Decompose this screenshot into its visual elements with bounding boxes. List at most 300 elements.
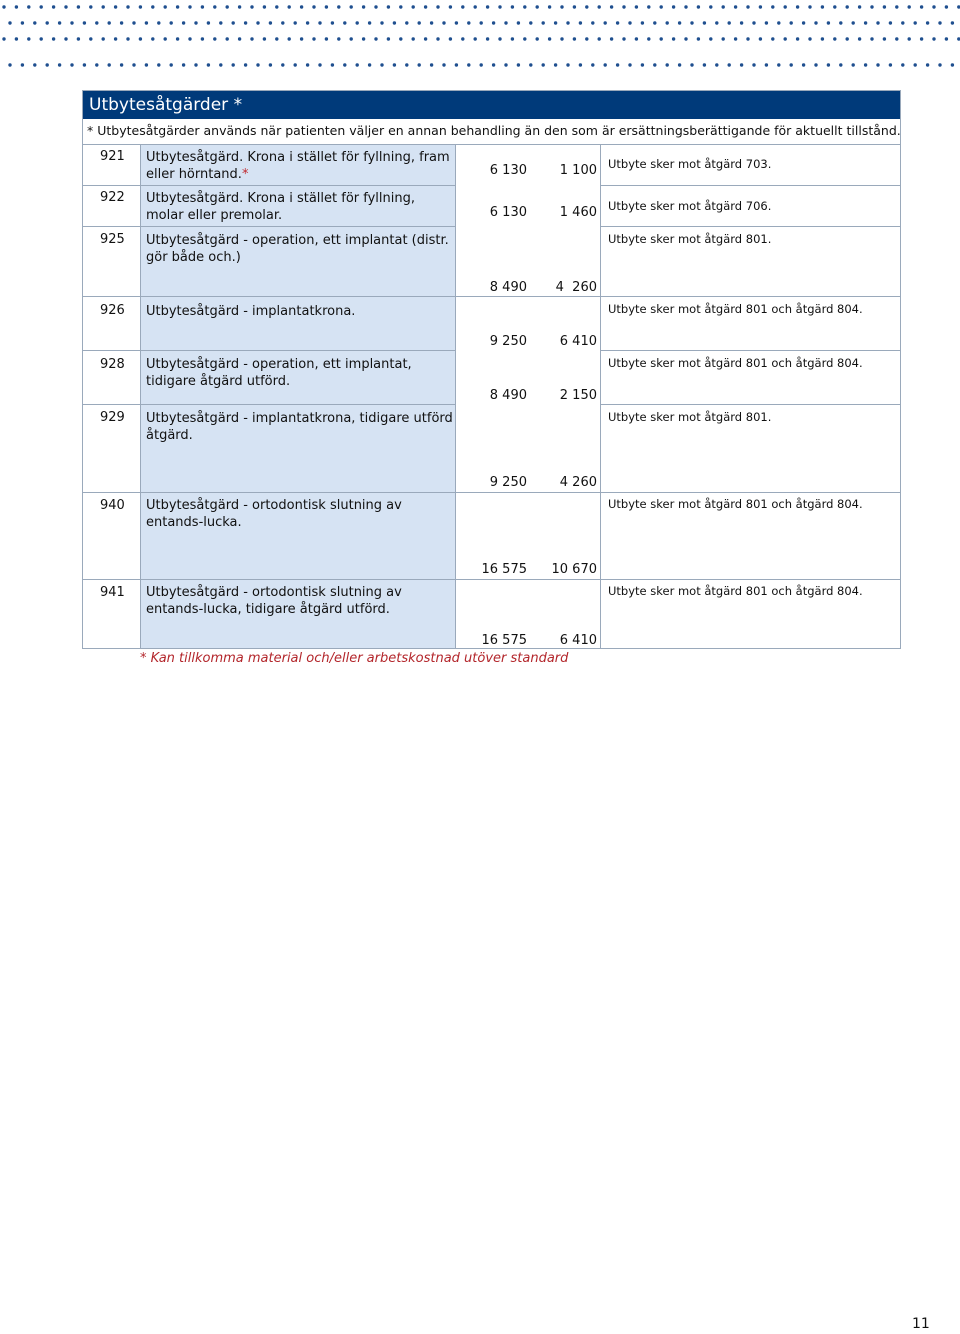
- decorative-dot: [765, 21, 768, 24]
- row-description: Utbytesåtgärd - implantatkrona, tidigare utförd åtgärd.: [146, 411, 453, 443]
- decorative-dot: [164, 37, 167, 40]
- decorative-dot: [585, 37, 588, 40]
- row-note: Utbyte sker mot åtgärd 801 och åtgärd 804.: [608, 497, 863, 511]
- decorative-dot: [281, 21, 284, 24]
- decorative-dot: [52, 5, 55, 8]
- decorative-dot: [827, 21, 830, 24]
- decorative-dot: [70, 63, 73, 66]
- decorative-dot: [449, 37, 452, 40]
- row-divider: [83, 296, 900, 297]
- decorative-dot: [256, 21, 259, 24]
- decorative-dot: [796, 5, 799, 8]
- decorative-dot: [356, 63, 359, 66]
- decorative-dot: [660, 5, 663, 8]
- decorative-dot: [461, 5, 464, 8]
- decorative-dot: [374, 37, 377, 40]
- section-subtitle: * Utbytesåtgärder används när patienten väljer en annan behandling än den som är ersättningsberättigande för aktuellt tillstånd.: [87, 123, 901, 138]
- row-value-1: 6 130: [489, 205, 527, 220]
- decorative-dot: [288, 5, 291, 8]
- decorative-dot: [170, 63, 173, 66]
- decorative-dot: [722, 5, 725, 8]
- decorative-dot: [436, 37, 439, 40]
- decorative-dot: [132, 63, 135, 66]
- decorative-dot: [486, 37, 489, 40]
- decorative-dot: [393, 21, 396, 24]
- decorative-dot: [536, 37, 539, 40]
- decorative-dot: [821, 37, 824, 40]
- decorative-dot: [821, 5, 824, 8]
- decorative-dot: [901, 21, 904, 24]
- decorative-dot: [932, 5, 935, 8]
- row-divider: [83, 492, 900, 493]
- decorative-dot: [523, 37, 526, 40]
- decorative-dot: [895, 5, 898, 8]
- column-divider: [140, 145, 141, 648]
- decorative-dot: [839, 21, 842, 24]
- decorative-dot: [529, 21, 532, 24]
- decorative-dot: [536, 5, 539, 8]
- decorative-dot: [27, 37, 30, 40]
- row-divider: [600, 226, 900, 227]
- decorative-dot: [337, 37, 340, 40]
- decorative-dot: [579, 21, 582, 24]
- decorative-dot: [21, 63, 24, 66]
- decorative-dot: [784, 5, 787, 8]
- decorative-dot: [300, 37, 303, 40]
- decorative-dot: [132, 21, 135, 24]
- decorative-dot: [182, 21, 185, 24]
- decorative-dot: [672, 37, 675, 40]
- row-description: Utbytesåtgärd - implantatkrona.: [146, 304, 356, 319]
- decorative-dot: [709, 37, 712, 40]
- decorative-dot: [52, 37, 55, 40]
- decorative-dot: [951, 21, 954, 24]
- decorative-dot: [610, 37, 613, 40]
- decorative-dot: [275, 5, 278, 8]
- decorative-dot: [771, 5, 774, 8]
- decorative-dot: [436, 5, 439, 8]
- row-description: Utbytesåtgärd - operation, ett implantat (distr. gör både och.): [146, 233, 449, 265]
- decorative-dot: [2, 37, 5, 40]
- decorative-dot: [89, 37, 92, 40]
- decorative-dot: [467, 63, 470, 66]
- decorative-dot: [380, 21, 383, 24]
- decorative-dot: [40, 37, 43, 40]
- decorative-dot: [684, 5, 687, 8]
- row-divider: [83, 226, 455, 227]
- decorative-dot: [108, 63, 111, 66]
- decorative-dot: [455, 21, 458, 24]
- row-value-2: 4 260: [559, 475, 597, 490]
- decorative-dot: [548, 5, 551, 8]
- decorative-dot: [908, 5, 911, 8]
- decorative-dot: [802, 21, 805, 24]
- decorative-dot: [442, 63, 445, 66]
- decorative-dot: [15, 37, 18, 40]
- decorative-dot: [176, 5, 179, 8]
- decorative-dot: [895, 37, 898, 40]
- decorative-dot: [102, 5, 105, 8]
- decorative-dot: [343, 21, 346, 24]
- decorative-dot: [598, 5, 601, 8]
- decorative-dot: [759, 5, 762, 8]
- decorative-dot: [511, 37, 514, 40]
- decorative-dot: [870, 5, 873, 8]
- decorative-dot: [331, 21, 334, 24]
- decorative-dot: [15, 5, 18, 8]
- decorative-dot: [876, 63, 879, 66]
- decorative-dot: [356, 21, 359, 24]
- decorative-dot: [362, 5, 365, 8]
- section-title: Utbytesåtgärder *: [83, 91, 900, 119]
- decorative-dot: [294, 63, 297, 66]
- decorative-dot: [876, 21, 879, 24]
- decorative-dot: [511, 5, 514, 8]
- row-divider: [83, 579, 900, 580]
- decorative-dot: [759, 37, 762, 40]
- decorative-dot: [504, 63, 507, 66]
- decorative-dot: [554, 21, 557, 24]
- decorative-dot: [238, 37, 241, 40]
- page-number: 11: [912, 1316, 930, 1332]
- row-code: 926: [100, 303, 125, 318]
- row-code: 925: [100, 232, 125, 247]
- decorative-dot: [901, 63, 904, 66]
- decorative-dot: [790, 63, 793, 66]
- decorative-dot: [318, 63, 321, 66]
- decorative-dot: [889, 21, 892, 24]
- decorative-dot: [455, 63, 458, 66]
- decorative-dot: [920, 5, 923, 8]
- decorative-dot: [474, 5, 477, 8]
- decorative-dot: [728, 21, 731, 24]
- decorative-dot: [213, 37, 216, 40]
- decorative-dot: [573, 5, 576, 8]
- row-note: Utbyte sker mot åtgärd 703.: [608, 157, 772, 171]
- decorative-dot: [697, 5, 700, 8]
- row-value-1: 16 575: [481, 633, 527, 648]
- decorative-dot: [566, 21, 569, 24]
- row-description: Utbytesåtgärd. Krona i stället för fyllning, fram eller hörntand.*: [146, 150, 450, 182]
- decorative-dot: [814, 21, 817, 24]
- decorative-dot: [951, 63, 954, 66]
- row-value-1: 8 490: [489, 280, 527, 295]
- decorative-dot: [95, 21, 98, 24]
- decorative-dot: [666, 63, 669, 66]
- decorative-dot: [232, 21, 235, 24]
- decorative-dot: [250, 5, 253, 8]
- decorative-dot: [938, 63, 941, 66]
- decorative-dot: [33, 63, 36, 66]
- decorative-dot: [157, 21, 160, 24]
- decorative-dot: [405, 21, 408, 24]
- decorative-dot: [46, 63, 49, 66]
- decorative-dot: [591, 21, 594, 24]
- decorative-dot: [312, 5, 315, 8]
- decorative-dot: [182, 63, 185, 66]
- decorative-dot: [579, 63, 582, 66]
- decorative-dot: [387, 37, 390, 40]
- decorative-dot: [666, 21, 669, 24]
- row-divider: [600, 404, 900, 405]
- decorative-dot: [151, 5, 154, 8]
- decorative-dot: [690, 21, 693, 24]
- decorative-dot: [350, 5, 353, 8]
- decorative-dot: [418, 63, 421, 66]
- decorative-dot: [833, 37, 836, 40]
- decorative-dot: [188, 37, 191, 40]
- decorative-dot: [207, 63, 210, 66]
- row-code: 929: [100, 410, 125, 425]
- decorative-dot: [442, 21, 445, 24]
- decorative-dot: [269, 63, 272, 66]
- decorative-dot: [114, 37, 117, 40]
- decorative-dot: [269, 21, 272, 24]
- decorative-dot: [523, 5, 526, 8]
- decorative-dot: [746, 5, 749, 8]
- row-code: 941: [100, 585, 125, 600]
- decorative-dot: [703, 63, 706, 66]
- decorative-dot: [430, 21, 433, 24]
- decorative-dot: [294, 21, 297, 24]
- decorative-dot: [734, 5, 737, 8]
- decorative-dot: [312, 37, 315, 40]
- decorative-dot: [734, 37, 737, 40]
- row-value-2: 1 100: [559, 163, 597, 178]
- decorative-dot: [715, 63, 718, 66]
- decorative-dot: [380, 63, 383, 66]
- decorative-dot: [796, 37, 799, 40]
- row-note: Utbyte sker mot åtgärd 801.: [608, 410, 772, 424]
- decorative-dot: [83, 21, 86, 24]
- decorative-dot: [64, 5, 67, 8]
- row-value-1: 9 250: [489, 475, 527, 490]
- decorative-dot: [337, 5, 340, 8]
- decorative-dot: [486, 5, 489, 8]
- decorative-dot: [424, 37, 427, 40]
- decorative-dot: [746, 37, 749, 40]
- decorative-dot: [232, 63, 235, 66]
- decorative-dot: [566, 63, 569, 66]
- row-note: Utbyte sker mot åtgärd 801.: [608, 232, 772, 246]
- decorative-dot: [145, 21, 148, 24]
- decorative-dot: [46, 21, 49, 24]
- decorative-dot: [604, 21, 607, 24]
- decorative-dot: [219, 21, 222, 24]
- decorative-dot: [765, 63, 768, 66]
- decorative-dot: [368, 63, 371, 66]
- row-value-2: 6 410: [559, 633, 597, 648]
- decorative-dot: [399, 5, 402, 8]
- decorative-dot: [517, 21, 520, 24]
- decorative-dot: [449, 5, 452, 8]
- decorative-dot: [529, 63, 532, 66]
- decorative-dot: [914, 21, 917, 24]
- decorative-dot: [492, 21, 495, 24]
- decorative-dot: [201, 37, 204, 40]
- decorative-dot: [263, 5, 266, 8]
- row-note: Utbyte sker mot åtgärd 801 och åtgärd 804.: [608, 302, 863, 316]
- decorative-dot: [678, 21, 681, 24]
- decorative-dot: [120, 63, 123, 66]
- decorative-dot: [418, 21, 421, 24]
- decorative-dot: [846, 37, 849, 40]
- decorative-dot: [226, 37, 229, 40]
- decorative-dot: [622, 5, 625, 8]
- decorative-dot: [548, 37, 551, 40]
- decorative-dot: [331, 63, 334, 66]
- row-divider: [83, 350, 455, 351]
- decorative-dot: [628, 21, 631, 24]
- row-value-2: 4 260: [555, 280, 597, 295]
- decorative-dot: [790, 21, 793, 24]
- decorative-dot: [864, 21, 867, 24]
- decorative-dot: [126, 5, 129, 8]
- row-value-2: 10 670: [551, 562, 597, 577]
- decorative-dot: [58, 21, 61, 24]
- decorative-dot: [58, 63, 61, 66]
- decorative-dot: [690, 63, 693, 66]
- decorative-dot: [653, 21, 656, 24]
- row-value-1: 16 575: [481, 562, 527, 577]
- decorative-dot: [461, 37, 464, 40]
- decorative-dot: [343, 63, 346, 66]
- row-value-1: 8 490: [489, 388, 527, 403]
- decorative-dot: [616, 63, 619, 66]
- decorative-dot: [374, 5, 377, 8]
- decorative-dot: [858, 5, 861, 8]
- row-note: Utbyte sker mot åtgärd 801 och åtgärd 804.: [608, 356, 863, 370]
- row-description: Utbytesåtgärd. Krona i stället för fyllning, molar eller premolar.: [146, 191, 415, 223]
- decorative-dot: [920, 37, 923, 40]
- decorative-dot: [777, 21, 780, 24]
- decorative-dot: [114, 5, 117, 8]
- decorative-dot: [176, 37, 179, 40]
- decorative-dot: [219, 63, 222, 66]
- row-code: 922: [100, 190, 125, 205]
- decorative-dot: [752, 63, 755, 66]
- decorative-dot: [585, 5, 588, 8]
- decorative-dot: [883, 37, 886, 40]
- footnote: * Kan tillkomma material och/eller arbetskostnad utöver standard: [140, 651, 569, 666]
- decorative-dot: [8, 63, 11, 66]
- row-code: 940: [100, 498, 125, 513]
- decorative-dot: [300, 5, 303, 8]
- decorative-dot: [393, 63, 396, 66]
- decorative-dot: [542, 63, 545, 66]
- decorative-dot: [598, 37, 601, 40]
- decorative-dot: [207, 21, 210, 24]
- decorative-dot: [610, 5, 613, 8]
- decorative-dot: [102, 37, 105, 40]
- row-value-2: 2 150: [559, 388, 597, 403]
- decorative-dot: [542, 21, 545, 24]
- decorative-dot-row-1: [0, 4, 960, 10]
- decorative-dot: [194, 21, 197, 24]
- decorative-dot: [641, 21, 644, 24]
- decorative-dot: [883, 5, 886, 8]
- row-divider: [83, 185, 455, 186]
- decorative-dot: [89, 5, 92, 8]
- decorative-dot: [622, 37, 625, 40]
- decorative-dot: [715, 21, 718, 24]
- decorative-dot: [250, 37, 253, 40]
- decorative-dot: [554, 63, 557, 66]
- decorative-dot: [151, 37, 154, 40]
- row-description: Utbytesåtgärd - operation, ett implantat, tidigare åtgärd utförd.: [146, 357, 412, 389]
- decorative-dot: [858, 37, 861, 40]
- decorative-dot: [771, 37, 774, 40]
- decorative-dot: [288, 37, 291, 40]
- decorative-dot: [362, 37, 365, 40]
- decorative-dot: [188, 5, 191, 8]
- decorative-dot: [350, 37, 353, 40]
- decorative-dot: [728, 63, 731, 66]
- decorative-dot: [678, 63, 681, 66]
- decorative-dot: [424, 5, 427, 8]
- decorative-dot: [8, 21, 11, 24]
- decorative-dot: [908, 37, 911, 40]
- decorative-dot: [27, 5, 30, 8]
- decorative-dot: [703, 21, 706, 24]
- decorative-dot: [660, 37, 663, 40]
- row-code: 928: [100, 357, 125, 372]
- decorative-dot: [752, 21, 755, 24]
- decorative-dot: [722, 37, 725, 40]
- decorative-dot: [852, 21, 855, 24]
- decorative-dot: [938, 21, 941, 24]
- decorative-dot: [399, 37, 402, 40]
- decorative-dot: [591, 63, 594, 66]
- decorative-dot: [647, 5, 650, 8]
- row-note: Utbyte sker mot åtgärd 706.: [608, 199, 772, 213]
- decorative-dot: [145, 63, 148, 66]
- decorative-dot: [95, 63, 98, 66]
- decorative-dot: [238, 5, 241, 8]
- decorative-dot: [697, 37, 700, 40]
- decorative-dot: [864, 63, 867, 66]
- decorative-dot: [325, 5, 328, 8]
- decorative-dot: [21, 21, 24, 24]
- decorative-dot: [833, 5, 836, 8]
- decorative-dot: [808, 5, 811, 8]
- decorative-dot: [325, 37, 328, 40]
- row-divider: [600, 185, 900, 186]
- decorative-dot: [740, 21, 743, 24]
- row-divider: [83, 404, 455, 405]
- decorative-dot: [492, 63, 495, 66]
- decorative-dot: [318, 21, 321, 24]
- decorative-dot: [2, 5, 5, 8]
- decorative-dot: [504, 21, 507, 24]
- decorative-dot: [926, 63, 929, 66]
- decorative-dot: [926, 21, 929, 24]
- decorative-dot: [709, 5, 712, 8]
- decorative-dot: [945, 37, 948, 40]
- decorative-dot: [498, 5, 501, 8]
- decorative-dot: [412, 37, 415, 40]
- row-value-2: 1 460: [559, 205, 597, 220]
- decorative-dot: [802, 63, 805, 66]
- decorative-dot: [480, 63, 483, 66]
- decorative-dot: [263, 37, 266, 40]
- decorative-dot: [405, 63, 408, 66]
- decorative-dot: [33, 21, 36, 24]
- decorative-dot: [814, 63, 817, 66]
- column-divider: [600, 145, 601, 648]
- decorative-dot: [827, 63, 830, 66]
- decorative-dot: [672, 5, 675, 8]
